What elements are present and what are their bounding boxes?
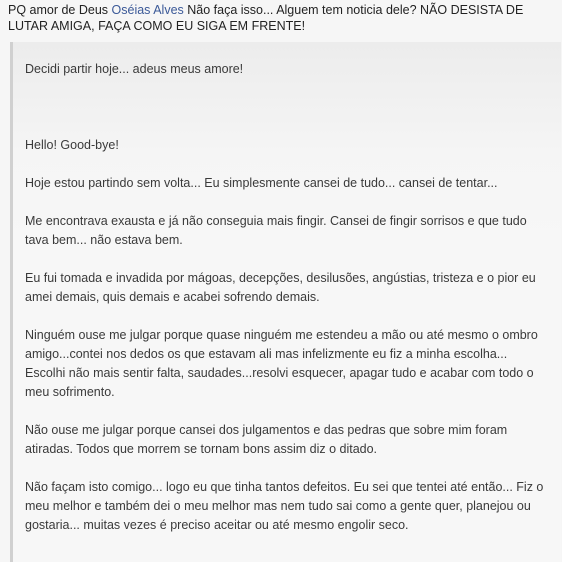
post-paragraph: Eu fui tomada e invadida por mágoas, decepções, desilusões, angústias, tristeza e o pior eu amei demais, quis demais e acabei sofrendo demais. xyxy=(25,271,536,304)
post-paragraph: Ninguém ouse me julgar porque quase ninguém me estendeu a mão ou até mesmo o ombro amigo...contei nos dedos os que estavam ali mas infelizmente eu fiz a minha escolha... Escolhi não mais sentir falta, saudades...resolvi esquecer, apagar tudo e acabar com todo o meu sofrimento. xyxy=(25,328,538,399)
post-paragraph: Decidi partir hoje... adeus meus amore! xyxy=(25,62,244,76)
post-paragraph: Não ouse me julgar porque cansei dos julgamentos e das pedras que sobre mim foram atiradas. Todos que morrem se tornam bons assim diz o ditado. xyxy=(25,423,508,456)
author-link[interactable]: Oséias Alves xyxy=(111,3,184,17)
post-paragraph: Não façam isto comigo... logo eu que tinha tantos defeitos. Eu sei que tentei até então... Fiz o meu melhor e também dei o meu melhor mas nem tudo sai como a gente quer, planejou ou gostaria... muitas vezes é preciso aceitar ou até mesmo engolir seco. xyxy=(25,480,544,532)
post-paragraph: Me encontrava exausta e já não conseguia mais fingir. Cansei de fingir sorrisos e que tudo tava bem... não estava bem. xyxy=(25,214,527,247)
comment-suffix: Não faça isso... Alguem tem noticia dele? NÃO DESISTA DE LUTAR AMIGA, FAÇA COMO EU SIGA EM FRENTE! xyxy=(8,3,524,33)
post-paragraph: Hoje estou partindo sem volta... Eu simplesmente cansei de tudo... cansei de tentar... xyxy=(25,176,498,190)
quoted-post-body xyxy=(25,60,545,554)
post-paragraph: Hello! Good-bye! xyxy=(25,138,119,152)
comment-text xyxy=(8,2,556,34)
comment-prefix: PQ amor de Deus xyxy=(8,3,112,17)
quoted-post xyxy=(10,42,561,562)
